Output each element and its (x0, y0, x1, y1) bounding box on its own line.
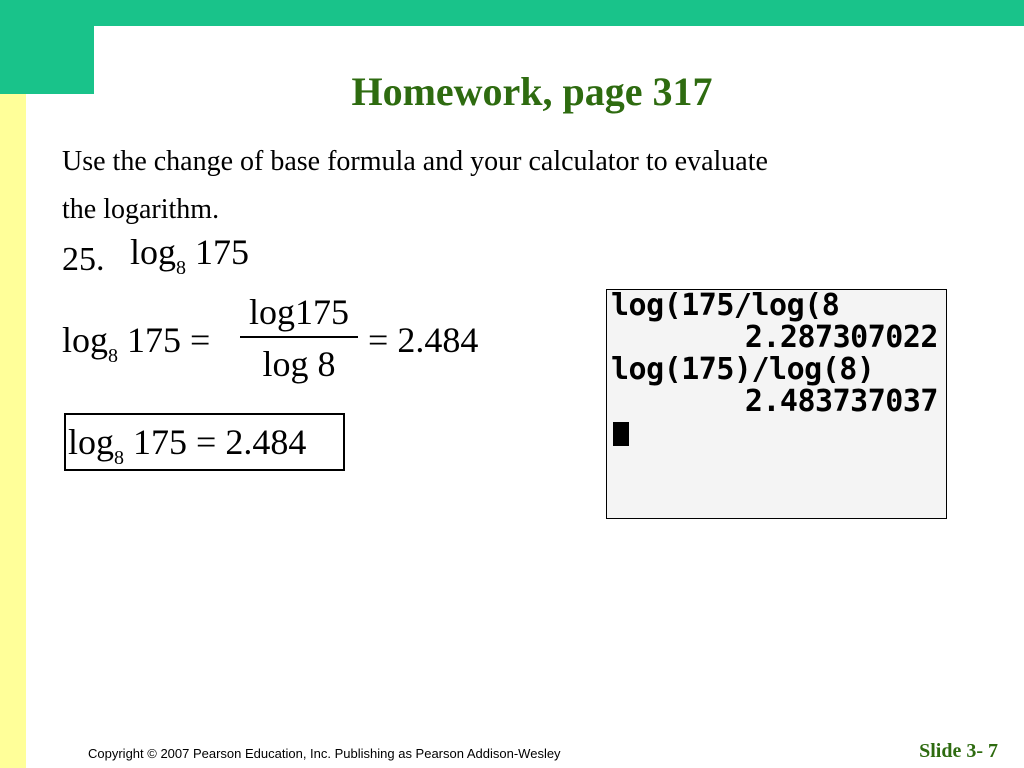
problem-base: 8 (176, 257, 187, 279)
calc-line-4: 2.483737037 (744, 384, 938, 419)
equation-equals-2: = (368, 320, 389, 360)
calculator-screen (606, 289, 947, 519)
instruction-text (62, 138, 962, 234)
equation-lhs-base: 8 (108, 345, 119, 367)
instruction-line-2: the logarithm. (62, 194, 220, 225)
boxed-result: 2.484 (225, 422, 307, 462)
copyright-footer: Copyright © 2007 Pearson Education, Inc. Publishing as Pearson Addison-Wesley (88, 746, 561, 761)
left-accent-strip (0, 94, 26, 768)
problem-arg: 175 (195, 232, 250, 272)
problem-number: 25. (62, 241, 105, 278)
equation-fraction (240, 292, 358, 384)
top-accent-bar (0, 0, 1024, 26)
calc-line-2: 2.287307022 (744, 320, 938, 355)
problem-expression (130, 232, 249, 278)
equation-result: 2.484 (397, 320, 479, 360)
equation-lhs (62, 320, 210, 366)
boxed-arg: 175 (133, 422, 188, 462)
boxed-answer (68, 422, 306, 468)
equation-equals-1: = (190, 320, 211, 360)
boxed-log: log (68, 422, 115, 462)
instruction-line-1: Use the change of base formula and your calculator to evaluate (62, 146, 768, 177)
equation-rhs (368, 320, 478, 360)
calc-line-3: log(175)/log(8) (611, 352, 875, 387)
equation-lhs-log: log (62, 320, 109, 360)
boxed-equals: = (196, 422, 217, 462)
equation-lhs-arg: 175 (127, 320, 182, 360)
calc-cursor (613, 422, 629, 446)
slide-number: Slide 3- 7 (919, 740, 998, 762)
fraction-denominator: log 8 (262, 344, 336, 384)
problem-log: log (130, 232, 177, 272)
fraction-numerator: log175 (248, 292, 349, 332)
fraction-bar (240, 336, 358, 338)
boxed-base: 8 (114, 447, 125, 469)
calc-line-1: log(175/log(8 (611, 288, 840, 323)
slide-title: Homework, page 317 (351, 69, 713, 114)
